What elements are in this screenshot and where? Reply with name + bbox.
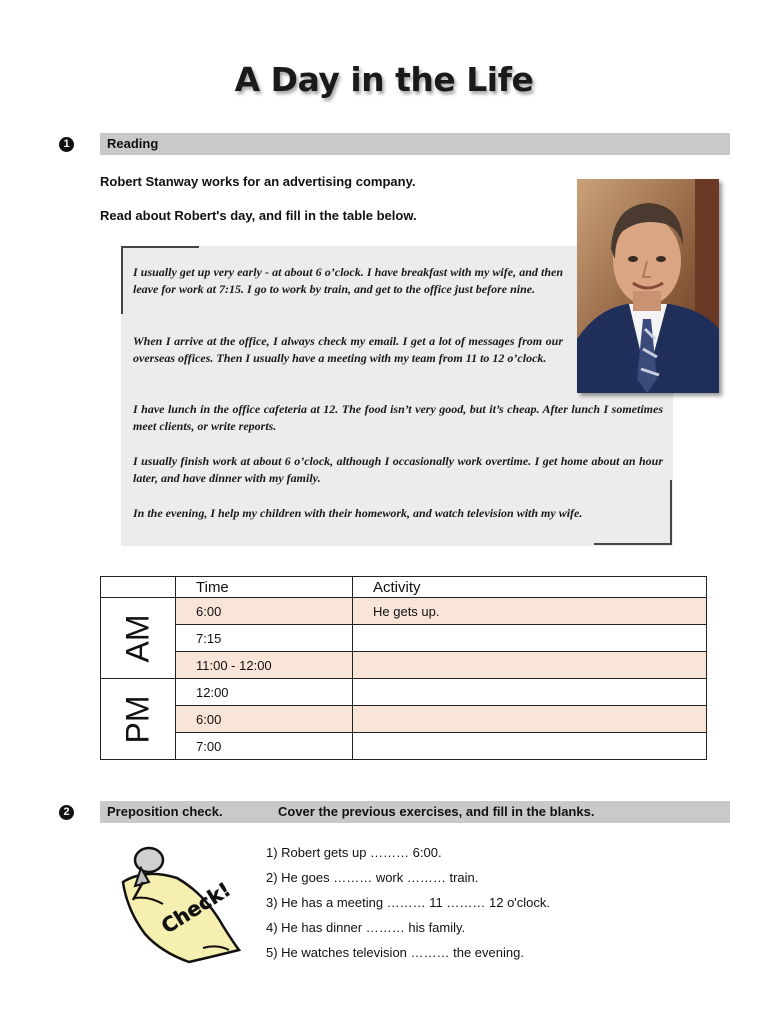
fill-in-blanks-list (266, 840, 550, 965)
intro-text-1: Robert Stanway works for an advertising company. (100, 174, 416, 189)
time-cell: 7:15 (176, 625, 353, 652)
activity-cell[interactable] (353, 679, 707, 706)
time-cell: 7:00 (176, 733, 353, 760)
table-row (101, 733, 707, 760)
reading-paragraph: I usually finish work at about 6 o’clock, although I occasionally work overtime. I get home about an hour later, and have dinner with my family. (133, 454, 663, 485)
table-corner-cell (101, 577, 176, 598)
section-instruction: Cover the previous exercises, and fill in the blanks. (278, 804, 595, 819)
time-column-header: Time (176, 577, 353, 598)
section-bar-reading (100, 133, 730, 155)
table-row (101, 706, 707, 733)
am-label-cell (101, 598, 176, 679)
reading-paragraph: When I arrive at the office, I always check my email. I get a lot of messages from our overseas offices. Then I usually have a meeting with my team from 11 to 12 o’clock. (133, 334, 563, 365)
table-row (101, 679, 707, 706)
time-cell: 6:00 (176, 706, 353, 733)
time-cell: 12:00 (176, 679, 353, 706)
reading-paragraph: I have lunch in the office cafeteria at 12. The food isn’t very good, but it’s cheap. After lunch I sometimes meet clients, or write reports. (133, 402, 663, 433)
activity-cell[interactable]: He gets up. (353, 598, 707, 625)
intro-text-2: Read about Robert's day, and fill in the table below. (100, 208, 417, 223)
reading-paragraph: In the evening, I help my children with their homework, and watch television with my wife. (133, 506, 583, 520)
list-item: 4) He has dinner ……… his family. (266, 920, 466, 935)
pm-label: PM (119, 695, 156, 743)
check-note-icon (105, 838, 245, 964)
section-label-preposition: Preposition check. (107, 804, 223, 819)
reading-paragraph: I usually get up very early - at about 6 o’clock. I have breakfast with my wife, and then leave for work at 7:15. I go to work by train, and get to the office just before nine. (133, 265, 563, 296)
activity-column-header: Activity (353, 577, 707, 598)
table-row (101, 652, 707, 679)
activity-cell[interactable] (353, 706, 707, 733)
list-item: 5) He watches television ……… the evening. (266, 945, 524, 960)
pm-label-cell (101, 679, 176, 760)
activity-cell[interactable] (353, 652, 707, 679)
time-cell: 6:00 (176, 598, 353, 625)
table-header-row (101, 577, 707, 598)
businessman-photo (577, 179, 719, 393)
section-number-2: 2 (59, 805, 74, 820)
table-row (101, 625, 707, 652)
section-number-1: 1 (59, 137, 74, 152)
activity-cell[interactable] (353, 625, 707, 652)
check-note-text: Check! (156, 877, 235, 939)
list-item: 3) He has a meeting ……… 11 ……… 12 o'clock. (266, 895, 551, 910)
schedule-table (100, 576, 707, 760)
activity-cell[interactable] (353, 733, 707, 760)
section-label-reading: Reading (107, 136, 159, 151)
section-bar-preposition (100, 801, 730, 823)
table-row (101, 598, 707, 625)
list-item: 2) He goes ……… work ……… train. (266, 870, 479, 885)
list-item: 1) Robert gets up ……… 6:00. (266, 845, 442, 860)
page-title: A Day in the Life (234, 60, 534, 99)
am-label: AM (119, 614, 156, 662)
time-cell: 11:00 - 12:00 (176, 652, 353, 679)
